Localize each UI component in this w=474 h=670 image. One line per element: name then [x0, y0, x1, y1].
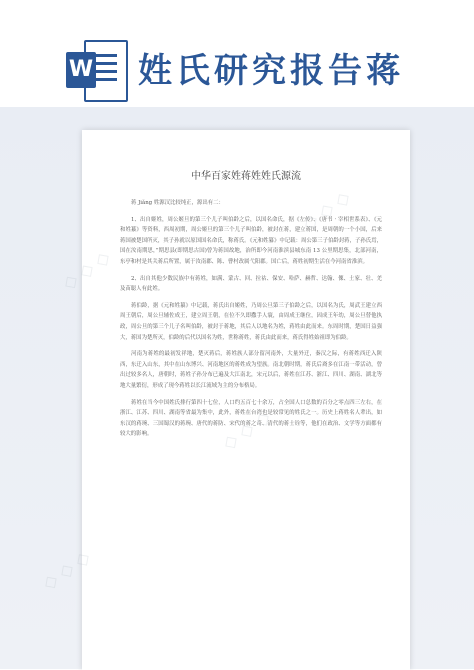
word-badge-letter: W — [68, 57, 94, 82]
document-paragraph: 1、出自姬姓，周公姬旦的第三个儿子叫伯龄之后，以国名命氏，据《左传》、《唐书 · 宰相世系表》、《元和姓纂》等资料，西周初期，周公姬旦的第三个儿子叫伯龄，被封在蒋，建立蒋国，是周朝的一个小国，后来蒋国被楚国所灭，其子孙就以原国国名命氏，称蒋氏。《元和姓纂》中记载：周公第三子伯龄封蒋，子孙氏焉，国在汝南期思，”期思县(即期思古国)曾为蒋国故地，治所即今河南淮滨县城东南 13 公里期思集，北部河南，东亭和村是其关蒋后所置，属于汝南郡、陈、曹村改属弋阳郡。国亡后，蒋姓初期生活在今河南省淮滨。 — [120, 216, 382, 265]
text-line-shape — [93, 62, 117, 65]
page-title: 姓氏研究报告蒋 — [138, 51, 404, 91]
document-paragraph: 蒋姓在当今中国姓氏排行第四十七位，人口约五百七十余万，占全国人口总数的百分之零点四三左右，在浙江、江苏、四川、湖南等省最为集中，此外，蒋姓在台湾也是较常见的姓氏之一。历史上蒋姓名人辈出，如东汉的蒋琬、三国蜀汉的蒋琬、唐代的蒋防、宋代的蒋之奇、清代的蒋士铨等，他们在政治、文学等方面都有较大的影响。 — [120, 399, 382, 438]
text-line-shape — [93, 54, 117, 57]
document-paragraph: 河南为蒋姓的最初发祥地，楚灭蒋后，蒋姓族人部分留河南外，大量外迁，秦汉之际，有蒋姓西迁入陕西，东迁入山东，其中在山东博兴、河南地区的蒋姓成为望族。南北朝时期，蒋氏后裔多在江南一带活动，曾出过较多名人，唐朝时，蒋姓子孙分布已遍及大江南北，宋元以后，蒋姓在江苏、浙江、四川、湖南、湖北等地大量繁衍，形成了现今蒋姓以长江流域为主的分布格局。 — [120, 351, 382, 389]
document-paragraph: 2、出自其他少数民族中有蒋姓，如满、蒙古、回、拉祜、保安、哈萨、赫哲、达翰、傈、土家、壮、羌及苗聪人有此姓。 — [120, 275, 382, 293]
document-preview — [82, 130, 410, 670]
document-heading: 中华百家姓蒋姓姓氏源流 — [191, 171, 301, 182]
text-line-shape — [93, 70, 117, 73]
document-body — [120, 198, 382, 446]
document-paragraph: 蒋 Jiǎng 姓源汉比较纯正，源出有二： — [131, 200, 224, 206]
text-line-shape — [93, 78, 117, 81]
word-document-icon — [66, 40, 126, 102]
banner-header — [0, 0, 474, 104]
document-paragraph: 蒋伯龄，据《元和姓纂》中记载，蒋氏出自姬姓，乃周公旦第三子伯龄之后，以国名为氏，周武王建立西周王朝后，周公旦辅佐成王，建立周王朝，在位不久即撒手人寰，由周成王继位，因成王年幼，周公旦替他执政，周公旦的第三个儿子名叫伯龄，被封于蒋地，其后人以地名为姓，蒋姓由此而来。东周时期，楚国日益强大，蒋国为楚所灭，伯龄的后代以国名为姓，世称蒋姓，蒋氏由此而来，蒋氏得姓始祖即为伯龄。 — [120, 302, 382, 341]
